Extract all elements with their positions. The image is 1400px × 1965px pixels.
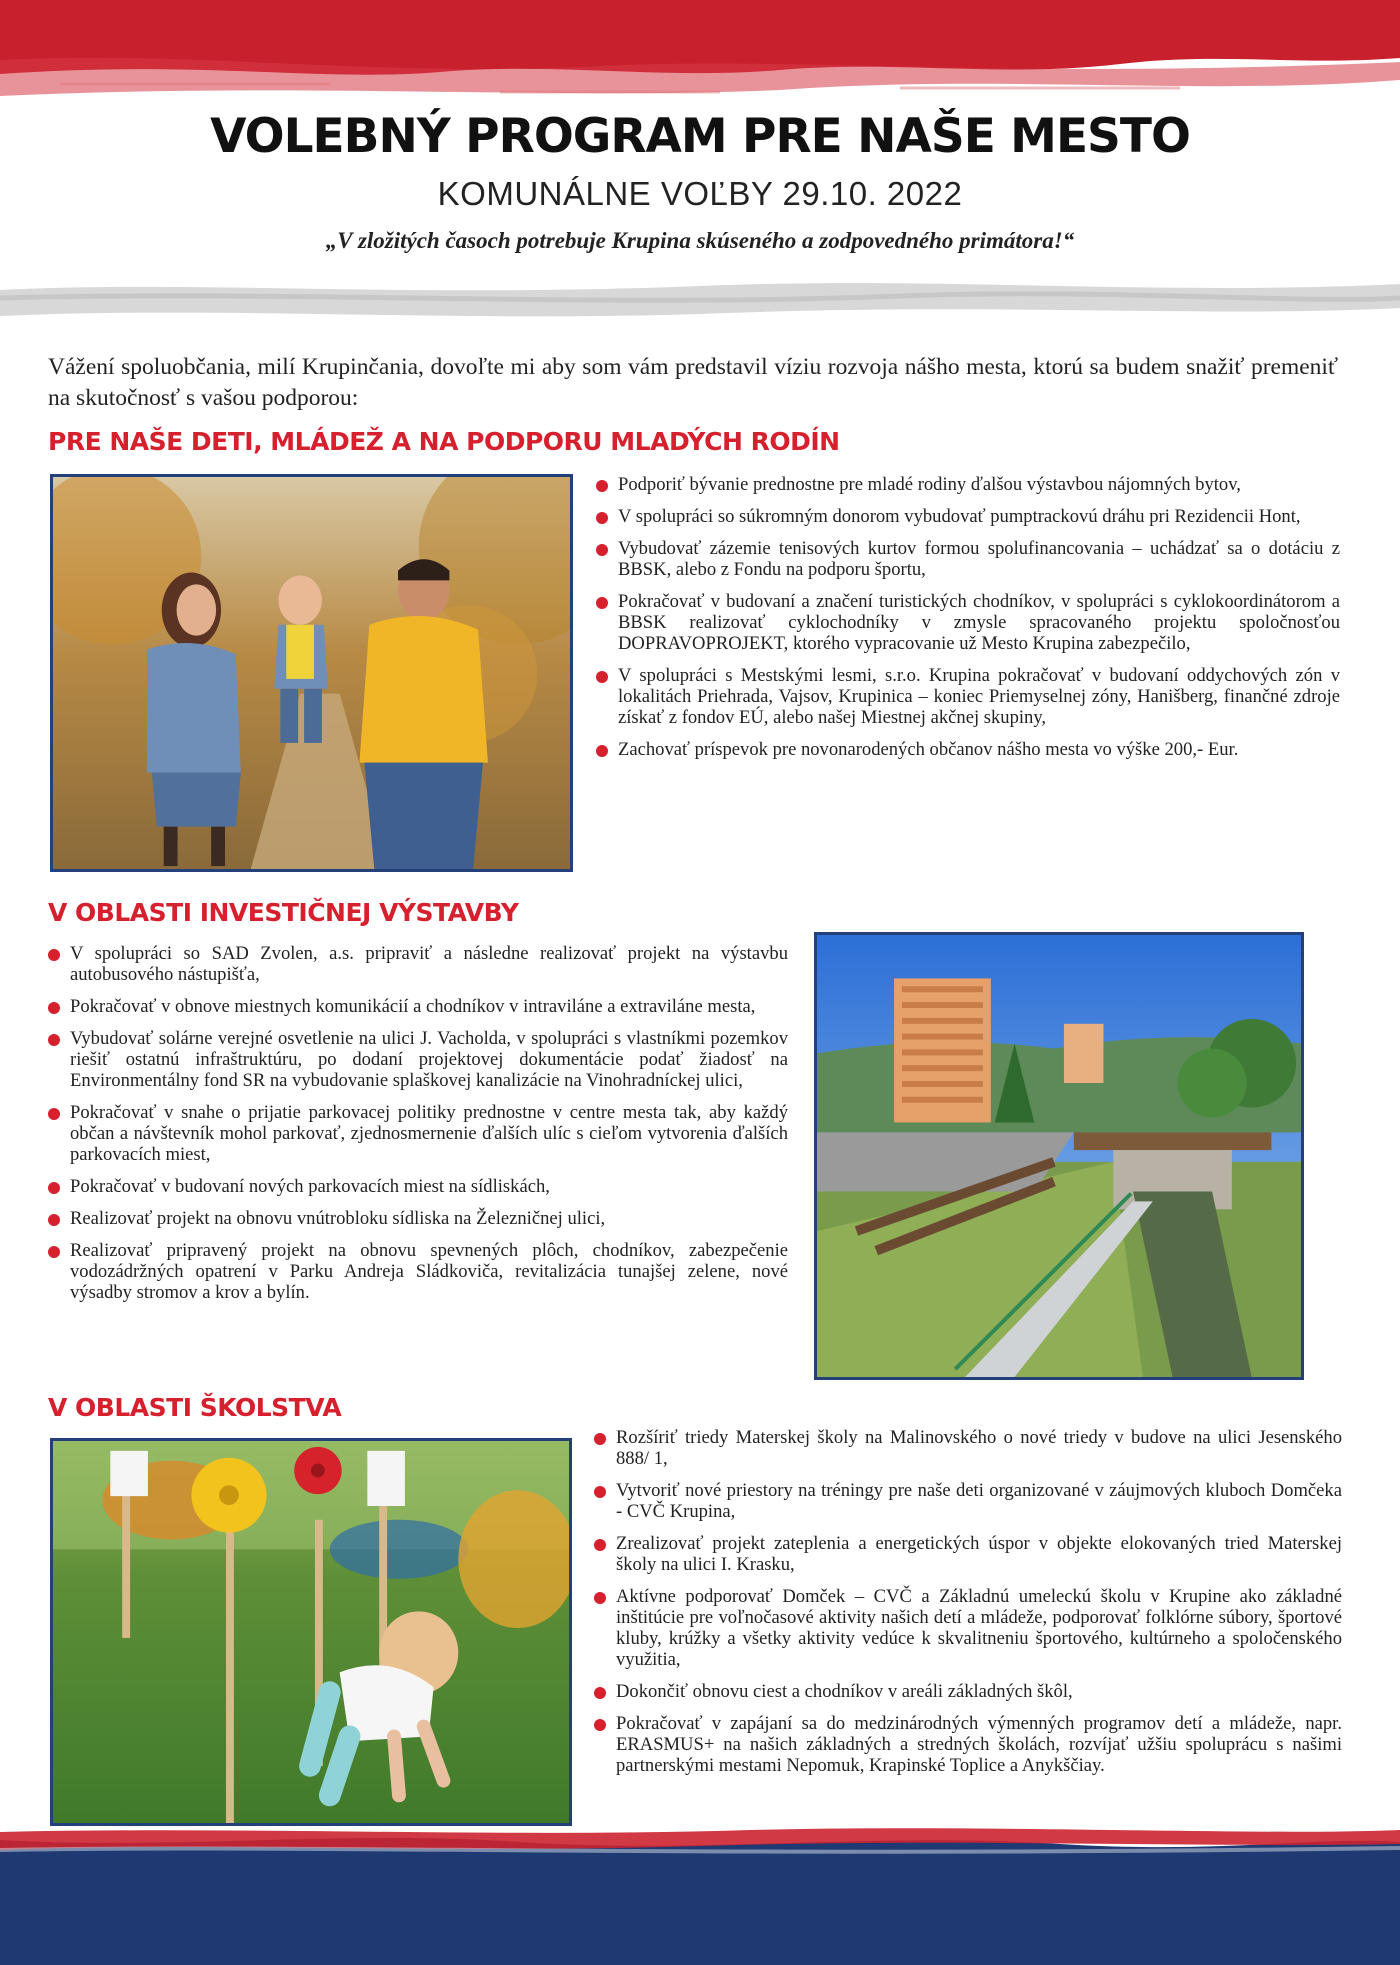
school-photo	[50, 1438, 572, 1826]
blue-brush-band	[0, 1822, 1400, 1965]
bullet-dot-icon	[594, 1592, 606, 1604]
list-item-text: Pokračovať v budovaní a značení turistických chodníkov, v spolupráci s cyklokoordinátorom a BBSK realizovať cyklochodníky v zmysle spracovaného projektu spoločnosťou DOPRAVOPROJEKT, ktorého vypracovanie už Mesto Krupina zabezpečilo,	[618, 591, 1340, 654]
list-item-text: Realizovať pripravený projekt na obnovu spevnených plôch, chodníkov, zabezpečenie vodozádržných opatrení v Parku Andreja Sládkoviča, revitalizácia tunajšej zelene, nové výsadby stromov a krov a bylín.	[70, 1240, 788, 1303]
bullet-dot-icon	[48, 1182, 60, 1194]
list-item	[594, 1586, 1342, 1670]
list-item-text: Dokončiť obnovu ciest a chodníkov v areáli základných škôl,	[616, 1681, 1073, 1702]
list-item-text: V spolupráci so súkromným donorom vybudovať pumptrackovú dráhu pri Rezidencii Hont,	[618, 506, 1301, 527]
gray-brush-band	[0, 268, 1400, 328]
list-item	[48, 1028, 788, 1091]
bullet-dot-icon	[594, 1719, 606, 1731]
page-title: VOLEBNÝ PROGRAM PRE NAŠE MESTO	[210, 109, 1190, 164]
section-heading-family: PRE NAŠE DETI, MLÁDEŽ A NA PODPORU MLADÝCH RODÍN	[48, 427, 840, 456]
list-item	[48, 943, 788, 985]
family-photo	[50, 474, 573, 872]
construction-photo	[814, 932, 1304, 1380]
list-item	[594, 1681, 1342, 1702]
list-item-text: Rozšíriť triedy Materskej školy na Malinovského o nové triedy v budove na ulici Jesenského 888/ 1,	[616, 1427, 1342, 1469]
list-item	[594, 1533, 1342, 1575]
intro-paragraph: Vážení spoluobčania, milí Krupinčania, dovoľte mi aby som vám predstavil víziu rozvoja nášho mesta, ktorú sa budem snažiť premeniť na skutočnosť s vašou podporou:	[48, 353, 1338, 411]
list-item	[594, 1713, 1342, 1776]
list-item	[48, 996, 788, 1017]
list-item-text: Pokračovať v obnove miestnych komunikácií a chodníkov v intraviláne a extraviláne mesta,	[70, 996, 756, 1017]
list-item	[594, 1427, 1342, 1469]
bullet-dot-icon	[596, 512, 608, 524]
list-item	[48, 1240, 788, 1303]
list-item	[48, 1208, 788, 1229]
list-item-text: V spolupráci so SAD Zvolen, a.s. pripraviť a následne realizovať projekt na výstavbu autobusového nástupišťa,	[70, 943, 788, 985]
list-item-text: Aktívne podporovať Domček – CVČ a Základnú umeleckú školu v Krupine ako základné inštitúcie pre voľnočasové aktivity našich detí a mládeže, podporovať folklórne súbory, športové kluby, krúžky a všetky aktivity vedúce k skvalitneniu športového, kultúrneho a spoločenského využitia,	[616, 1586, 1342, 1670]
list-item	[48, 1102, 788, 1165]
list-item-text: Vybudovať solárne verejné osvetlenie na ulici J. Vacholda, v spolupráci s vlastníkmi pozemkov riešiť ostatnú infraštruktúru, po dodaní projektovej dokumentácie podať žiadosť na Environmentálny fond SR na vybudovanie splaškovej kanalizácie na Vinohradníckej ulici,	[70, 1028, 788, 1091]
bullet-dot-icon	[48, 1034, 60, 1046]
election-subtitle: KOMUNÁLNE VOĽBY 29.10. 2022	[437, 175, 963, 212]
list-item	[596, 591, 1340, 654]
list-item-text: Pokračovať v zapájaní sa do medzinárodných výmenných programov detí a mládeže, napr. ERASMUS+ na našich základných a stredných školách, rozvíjať užšiu spoluprácu s našimi partnerskými mestami Nepomuk, Krapinské Toplice a Anykščiay.	[616, 1713, 1342, 1776]
bullet-dot-icon	[594, 1687, 606, 1699]
campaign-quote: „V zložitých časoch potrebuje Krupina skúseného a zodpovedného primátora!“	[325, 228, 1075, 253]
red-brush-band	[0, 0, 1400, 110]
bullet-dot-icon	[594, 1486, 606, 1498]
bullet-dot-icon	[48, 1246, 60, 1258]
list-item	[596, 474, 1340, 495]
list-item-text: V spolupráci s Mestskými lesmi, s.r.o. Krupina pokračovať v budovaní oddychových zón v lokalitách Priehrada, Vajsov, Krupinica – koniec Priemyselnej zóny, Hanišberg, finančné zdroje získať z fondov EÚ, alebo našej Miestnej akčnej skupiny,	[618, 665, 1340, 728]
investment-bullet-list	[48, 943, 788, 1314]
page-header	[0, 108, 1400, 256]
bullet-dot-icon	[596, 544, 608, 556]
list-item-text: Zrealizovať projekt zateplenia a energetických úspor v objekte elokovaných tried Materskej školy na ulici I. Krasku,	[616, 1533, 1342, 1575]
bullet-dot-icon	[48, 1214, 60, 1226]
list-item	[596, 739, 1340, 760]
list-item-text: Zachovať príspevok pre novonarodených občanov nášho mesta vo výške 200,- Eur.	[618, 739, 1239, 760]
bullet-dot-icon	[48, 1108, 60, 1120]
list-item-text: Pokračovať v budovaní nových parkovacích miest na sídliskách,	[70, 1176, 550, 1197]
bullet-dot-icon	[48, 1002, 60, 1014]
bullet-dot-icon	[594, 1433, 606, 1445]
list-item-text: Podporiť bývanie prednostne pre mladé rodiny ďalšou výstavbou nájomných bytov,	[618, 474, 1241, 495]
list-item-text: Realizovať projekt na obnovu vnútrobloku sídliska na Železničnej ulici,	[70, 1208, 606, 1229]
list-item	[48, 1176, 788, 1197]
list-item	[596, 665, 1340, 728]
section-heading-education: V OBLASTI ŠKOLSTVA	[48, 1393, 342, 1422]
bullet-dot-icon	[48, 949, 60, 961]
list-item-text: Vytvoriť nové priestory na tréningy pre naše deti organizované v záujmových kluboch Domčeka - CVČ Krupina,	[616, 1480, 1342, 1522]
bullet-dot-icon	[594, 1539, 606, 1551]
family-bullet-list	[596, 474, 1340, 771]
list-item-text: Vybudovať zázemie tenisových kurtov formou spolufinancovania – uchádzať sa o dotáciu z BBSK, alebo z Fondu na podporu športu,	[618, 538, 1340, 580]
bullet-dot-icon	[596, 480, 608, 492]
list-item	[594, 1480, 1342, 1522]
list-item-text: Pokračovať v snahe o prijatie parkovacej politiky prednostne v centre mesta tak, aby každý občan a návštevník mohol parkovať, zjednosmernenie ďalších ulíc s cieľom vytvorenia ďalších parkovacích miest,	[70, 1102, 788, 1165]
bullet-dot-icon	[596, 597, 608, 609]
education-bullet-list	[594, 1427, 1342, 1787]
list-item	[596, 538, 1340, 580]
bullet-dot-icon	[596, 671, 608, 683]
list-item	[596, 506, 1340, 527]
bullet-dot-icon	[596, 745, 608, 757]
section-heading-investment: V OBLASTI INVESTIČNEJ VÝSTAVBY	[48, 898, 519, 927]
